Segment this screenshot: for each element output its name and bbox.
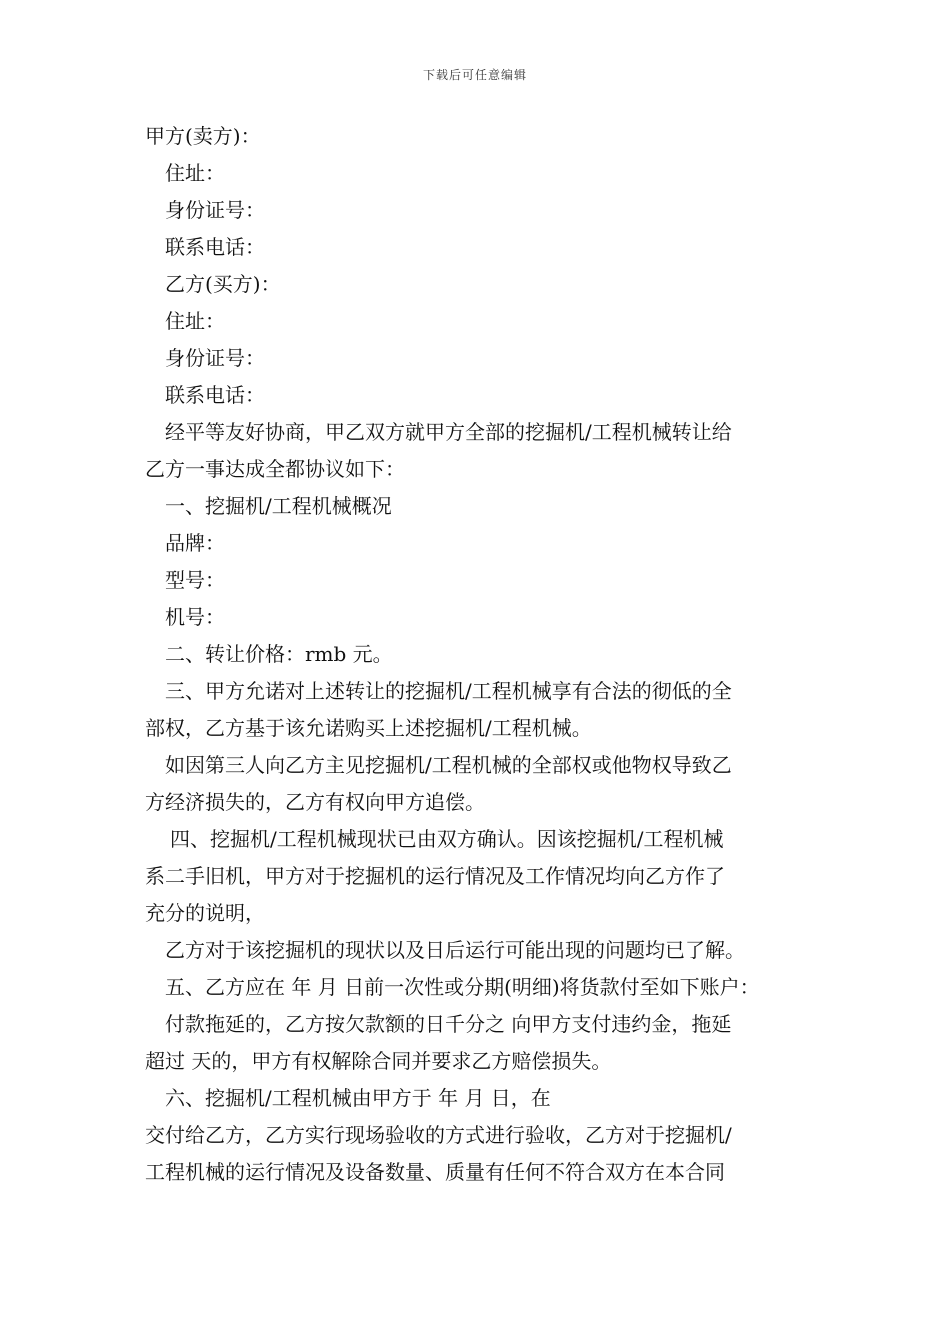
- text-line: 联系电话：: [165, 383, 265, 407]
- text-line: 机号：: [165, 605, 225, 629]
- text-line: 系二手旧机，甲方对于挖掘机的运行情况及工作情况均向乙方作了: [145, 864, 725, 888]
- text-line: 付款拖延的，乙方按欠款额的日千分之 向甲方支付违约金，拖延: [165, 1012, 732, 1036]
- text-line: 经平等友好协商，甲乙双方就甲方全部的挖掘机/工程机械转让给: [165, 420, 732, 444]
- text-line: 乙方对于该挖掘机的现状以及日后运行可能出现的问题均已了解。: [165, 938, 745, 962]
- text-line: 部权，乙方基于该允诺购买上述挖掘机/工程机械。: [145, 716, 592, 740]
- section-heading: 二、转让价格：rmb 元。: [165, 642, 393, 666]
- text-line: 甲方(卖方)：: [145, 124, 261, 148]
- section-heading: 三、甲方允诺对上述转让的挖掘机/工程机械享有合法的彻低的全: [165, 679, 732, 703]
- text-line: 工程机械的运行情况及设备数量、质量有任何不符合双方在本合同: [145, 1160, 725, 1184]
- text-line: 超过 天的，甲方有权解除合同并要求乙方赔偿损失。: [145, 1049, 612, 1073]
- text-line: 住址：: [165, 161, 225, 185]
- text-line: 型号：: [165, 568, 225, 592]
- text-line: 住址：: [165, 309, 225, 333]
- text-line: 如因第三人向乙方主见挖掘机/工程机械的全部权或他物权导致乙: [165, 753, 732, 777]
- text-line: 乙方一事达成全都协议如下：: [145, 457, 405, 481]
- text-line: 联系电话：: [165, 235, 265, 259]
- section-heading: 五、乙方应在 年 月 日前一次性或分期(明细)将货款付至如下账户：: [165, 975, 760, 999]
- contract-body: [145, 118, 810, 1191]
- page-header-note: 下载后可任意编辑: [422, 68, 527, 82]
- text-line: 身份证号：: [165, 346, 265, 370]
- text-line: 品牌：: [165, 531, 225, 555]
- text-line: 乙方(买方)：: [165, 272, 281, 296]
- text-line: 充分的说明，: [145, 901, 265, 925]
- section-heading: 四、挖掘机/工程机械现状已由双方确认。因该挖掘机/工程机械: [170, 827, 724, 851]
- text-line: 身份证号：: [165, 198, 265, 222]
- text-line: 方经济损失的，乙方有权向甲方追偿。: [145, 790, 485, 814]
- section-heading: 六、挖掘机/工程机械由甲方于 年 月 日，在: [165, 1086, 551, 1110]
- text-line: 交付给乙方，乙方实行现场验收的方式进行验收，乙方对于挖掘机/: [145, 1123, 732, 1147]
- section-heading: 一、挖掘机/工程机械概况: [165, 494, 392, 518]
